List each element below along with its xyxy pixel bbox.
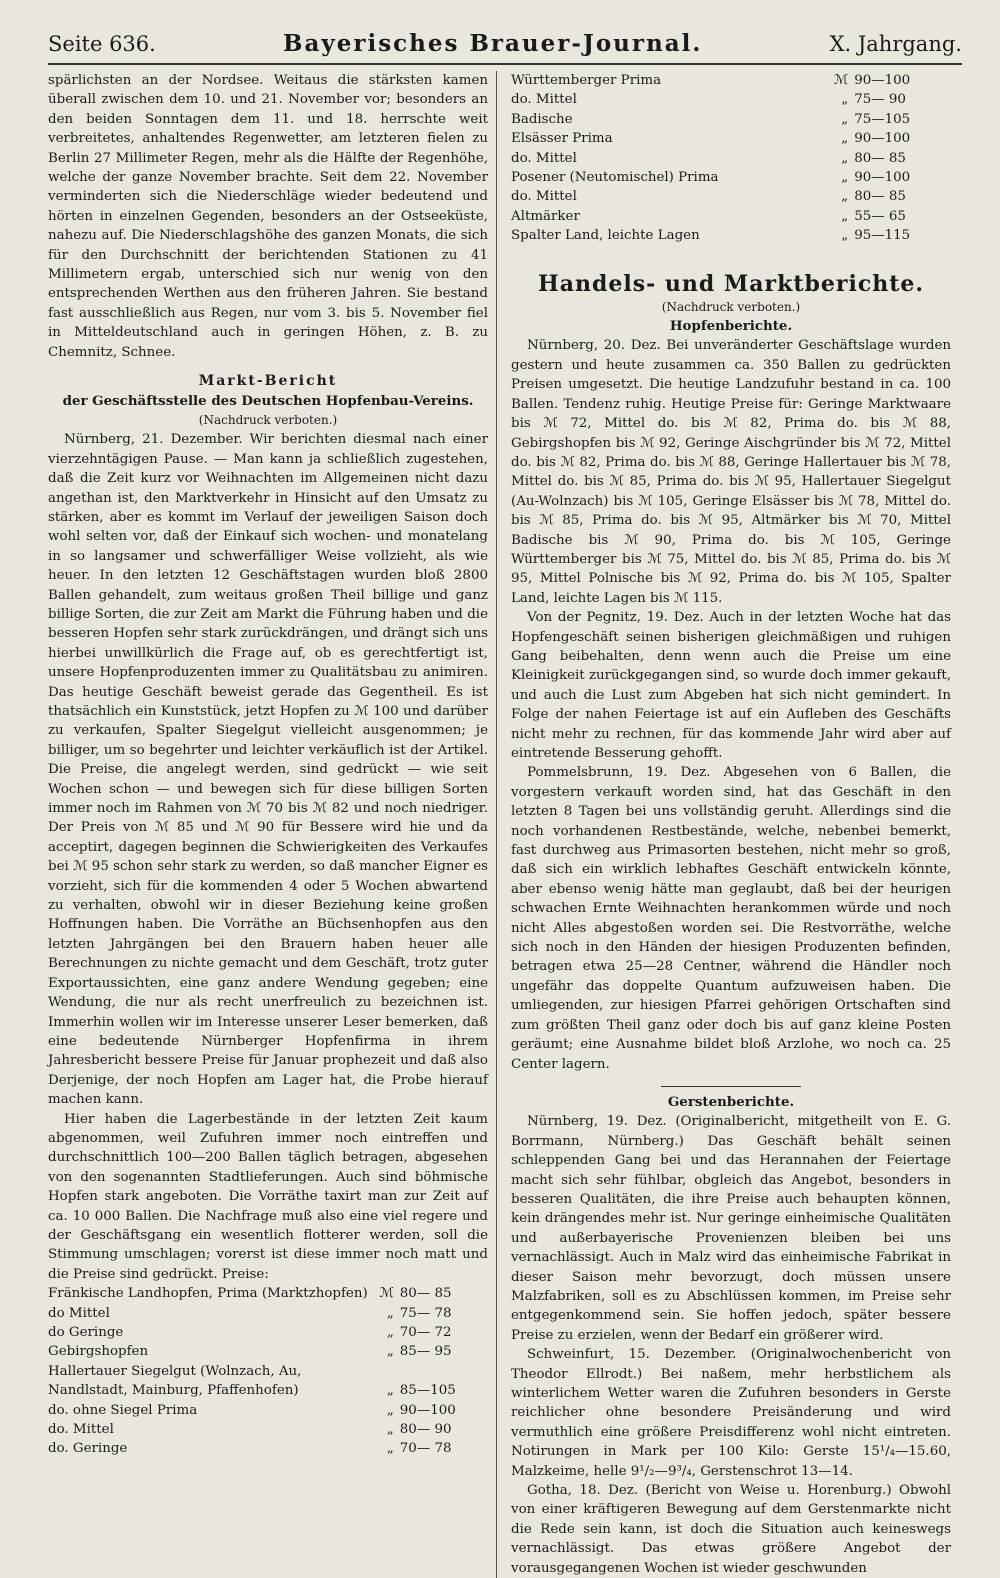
price-label: do. Mittel — [511, 150, 577, 166]
price-currency: „ — [386, 1383, 394, 1399]
price-row — [48, 1381, 488, 1400]
price-label: Altmärker — [511, 208, 580, 224]
price-currency: „ — [841, 189, 849, 205]
price-currency: „ — [841, 208, 849, 224]
price-row — [511, 168, 951, 187]
barley-report-schweinfurt: Schweinfurt, 15. Dezember. (Originalwochenbericht von Theodor Ellrodt.) Bei naßem, mehr herbstlichem als winterlichem Wetter waren die Zufuhren besonders in Gerste reichlicher ohne besondere Preisänderung und wird vermuthlich eine größere Preisdifferenz wohl nicht eintreten. Notirungen in Mark per 100 Kilo: Gerste 15¹/₄—15.60, Malzkeime, helle 9¹/₂—9³/₄, Gerstenschrot 13—14. — [511, 1347, 951, 1479]
price-row — [511, 207, 951, 226]
hop-reports-title: Hopfenberichte. — [669, 318, 793, 335]
price-row — [48, 1284, 488, 1303]
price-label: do. Mittel — [511, 92, 577, 108]
price-row — [511, 226, 951, 245]
price-currency: „ — [841, 150, 849, 166]
price-currency: „ — [386, 1441, 394, 1457]
barley-report-gotha: Gotha, 18. Dez. (Bericht von Weise u. Horenburg.) Obwohl von einer kräftigeren Bewegung auf dem Gerstenmarkte nicht die Rede sein kann, ist doch die Situation auch keineswegs vernachlässigt. Das etwas größere Angebot der vorausgegangenen Wochen ist wieder geschwunden — [511, 1483, 951, 1576]
price-label: Elsässer Prima — [511, 131, 613, 147]
price-label: Fränkische Landhopfen, Prima (Marktzhopfen) — [48, 1286, 368, 1302]
price-row — [48, 1323, 488, 1342]
price-value: 70— 72 — [399, 1325, 452, 1340]
price-row — [511, 71, 951, 90]
price-currency: ℳ — [833, 73, 849, 88]
price-currency — [368, 1362, 400, 1381]
volume-year: X. Jahrgang. — [829, 32, 962, 56]
hop-report-pommelsbrunn: Pommelsbrunn, 19. Dez. Abgesehen von 6 Ballen, die vorgestern verkauft worden sind, hat das Geschäft in den letzten 8 Tagen bei uns vollständig geruht. Allerdings sind die noch vorhandenen Restbestände, welche, nebenbei bemerkt, fast durchweg aus Primasorten bestehen, nicht mehr so groß, daß sich ein wirklich lebhaftes Geschäft entwickeln könnte, aber ebenso wenig hätte man geglaubt, daß bei der heurigen schwachen Ernte Weihnachten herankommen würde und noch nicht Alles abgestoßen worden sei. Die Restvorräthe, welche sich noch in den Händen der hiesigen Produzenten befinden, betragen etwa 25—28 Centner, während die Händler noch ungefähr das doppelte Quantum aufzuweisen haben. Die umliegenden, zur hiesigen Pfarrei gehörigen Ortschaften sind zum größten Theil ganz oder doch bis auf ganz kleine Posten geräumt; eine Ausnahme bildet bloß Arzlohe, wo noch ca. 25 Center lagern. — [511, 765, 951, 1072]
journal-title: Bayerisches Brauer-Journal. — [283, 30, 703, 57]
price-value: 90—100 — [854, 73, 911, 88]
price-value: 70— 78 — [399, 1441, 452, 1457]
market-report-subtitle: der Geschäftsstelle des Deutschen Hopfenbau-Vereins. — [62, 392, 474, 409]
price-value: 75— 90 — [854, 92, 906, 108]
price-label: Spalter Land, leichte Lagen — [511, 228, 700, 244]
price-row — [511, 129, 951, 148]
price-table — [48, 1284, 488, 1459]
price-currency: „ — [841, 228, 849, 244]
price-row — [511, 90, 951, 109]
barley-report-nuernberg: Nürnberg, 19. Dez. (Originalbericht, mitgetheilt von E. G. Borrmann, Nürnberg.) Das Geschäft behält seinen schleppenden Gang bei und das Herannahen der Feiertage macht sich sehr fühlbar, obgleich das Angebot, besonders in besseren Qualitäten, die ihre Preise auch behaupten können, kein drängendes mehr ist. Nur geringe einheimische Qualitäten und außerbayerische Provenienzen bleiben bei uns vernachlässigt. Auch in Malz wird das einheimische Fabrikat in dieser Saison mehr bevorzugt, doch müssen unsere Malzfabriken, soll es zu Abschlüssen kommen, im Preise sehr entgegenkommend sein. Sie hoffen jedoch, später bessere Preise zu erzielen, wenn der Bedarf ein größerer wird. — [511, 1114, 951, 1343]
price-currency: „ — [386, 1344, 394, 1360]
price-currency: „ — [386, 1402, 394, 1418]
left-column — [48, 71, 496, 1578]
price-row — [511, 149, 951, 168]
hop-report-pegnitz: Von der Pegnitz, 19. Dez. Auch in der letzten Woche hat das Hopfengeschäft seinen bisherigen gleichmäßigen und ruhigen Gang beibehalten, denn wenn auch die Preise um eine Kleinigkeit zurückgegangen sind, so wurde doch immer gekauft, und auch die Lust zum Abgeben hat sich nicht gemindert. In Folge der nahen Feiertage ist auf ein Aufleben des Geschäfts nicht mehr zu rechnen, für das kommende Jahr wird aber auf eintretende Besserung gehofft. — [511, 610, 951, 761]
price-row — [48, 1342, 488, 1361]
reprint-notice: (Nachdruck verboten.) — [661, 299, 801, 314]
price-row — [511, 187, 951, 206]
price-currency: „ — [386, 1422, 394, 1438]
price-label: Württemberger Prima — [511, 73, 662, 88]
price-row — [48, 1304, 488, 1323]
barley-reports-title: Gerstenberichte. — [667, 1093, 795, 1110]
price-value: 75—105 — [854, 111, 911, 127]
columns — [48, 71, 962, 1578]
price-currency: „ — [386, 1325, 394, 1340]
report-paragraph: Hier haben die Lagerbestände in der letzten Zeit kaum abgenommen, weil Zufuhren immer noch eintreffen und durchschnittlich 100—200 Ballen täglich betragen, abgesehen von den sogenannten Stadtlieferungen. Auch sind böhmische Hopfen stark angeboten. Die Vorräthe taxirt man zur Zeit auf ca. 10 000 Ballen. Die Nachfrage muß also eine viel regere und der Geschäftsgang ein wesentlich flotterer werden, soll die Stimmung umschlagen; vorerst ist diese immer noch matt und die Preise sind gedrückt. Preise: — [48, 1111, 488, 1282]
price-currency: „ — [841, 111, 849, 127]
price-label: do. Mittel — [511, 189, 577, 205]
reprint-notice: (Nachdruck verboten.) — [198, 412, 338, 427]
report-paragraph: Nürnberg, 21. Dezember. Wir berichten diesmal nach einer vierzehntägigen Pause. — Man kann ja schließlich zugestehen, daß die Zeit kurz vor Weihnachten im Allgemeinen nicht dazu angethan ist, den Marktverkehr in Hinsicht auf den Umsatz zu stärken, aber es kommt im Verlauf der jeweiligen Saison doch wohl selten vor, daß der Einkauf sich wochen- und monatelang in so langsamer und schwerfälliger Weise vollzieht, als wie heuer. In den letzten 12 Geschäftstagen wurden bloß 2800 Ballen gehandelt, zum weitaus großen Theil billige und ganz billige Sorten, die zur Zeit am Markt die Führung haben und die besseren Hopfen sehr stark zurückdrängen, und drängt sich uns hierbei unwillkürlich die Frage auf, ob es gerechtfertigt ist, unsere Hopfenproduzenten immer zu Qualitätsbau zu animiren. Das heutige Geschäft beweist gerade das Gegentheil. Es ist thatsächlich ein Kunststück, jetzt Hopfen zu ℳ 100 und darüber zu verkaufen, Spalter Siegelgut vielleicht ausgenommen; je billiger, um so begehrter und leichter verkäuflich ist der Artikel. Die Preise, die angelegt werden, sind gedrückt — wie seit Wochen schon — und bewegen sich für diese billigen Sorten immer noch im Rahmen von ℳ 70 bis ℳ 82 und noch niedriger. Der Preis von ℳ 85 und ℳ 90 für Bessere wird hie und da acceptirt, dagegen beginnen die Schwierigkeiten des Verkaufes bei ℳ 95 schon sehr stark zu werden, so daß mancher Eigner es vorzieht, sich für die kommenden 4 oder 5 Wochen abwartend zu verhalten, obwohl wir in dieser Beziehung keine großen Hoffnungen haben. Die Vorräthe an Büchsenhopfen aus den letzten Jahrgängen bei den Brauern haben heuer alle Berechnungen zu nichte gemacht und dem Geschäft, trotz guter Exportaussichten, eine ganz andere Wendung gegeben; eine Wendung, die nur als recht unerfreulich zu bezeichnen ist. Immerhin wollen wir im Interesse unserer Leser bemerken, daß eine bedeutende Nürnberger Hopfenfirma in ihrem Jahresbericht bessere Preise für Januar prophezeit und daß also Derjenige, der noch Hopfen am Lager hat, die Probe hierauf machen kann. — [48, 432, 488, 1108]
price-currency: „ — [841, 92, 849, 108]
divider — [661, 1086, 801, 1087]
price-label: Hallertauer Siegelgut (Wolnzach, Au, — [48, 1363, 302, 1379]
price-label: do. Mittel — [48, 1422, 114, 1438]
hop-report-nuernberg: Nürnberg, 20. Dez. Bei unveränderter Geschäftslage wurden gestern und heute zusammen ca. 350 Ballen zu gedrückten Preisen umgesetzt. Die heutige Landzufuhr bestand in ca. 100 Ballen. Tendenz ruhig. Heutige Preise für: Geringe Marktwaare bis ℳ 72, Mittel do. bis ℳ 82, Prima do. bis ℳ 88, Gebirgshopfen bis ℳ 92, Geringe Aischgründer bis ℳ 72, Mittel do. bis ℳ 82, Prima do. bis ℳ 88, Geringe Hallertauer bis ℳ 78, Mittel do. bis ℳ 85, Prima do. bis ℳ 95, Hallertauer Siegelgut (Au-Wolnzach) bis ℳ 105, Geringe Elsässer bis ℳ 78, Mittel do. bis ℳ 85, Prima do. bis ℳ 95, Altmärker bis ℳ 70, Mittel Badische bis ℳ 90, Prima do. bis ℳ 105, Geringe Württemberger bis ℳ 75, Mittel do. bis ℳ 85, Prima do. bis ℳ 95, Mittel Polnische bis ℳ 92, Prima do. bis ℳ 105, Spalter Land, leichte Lagen bis ℳ 115. — [511, 338, 951, 606]
price-label: Posener (Neutomischel) Prima — [511, 170, 719, 186]
price-label: do. ohne Siegel Prima — [48, 1402, 198, 1418]
price-value — [400, 1362, 488, 1381]
price-row — [48, 1439, 488, 1458]
page-header — [48, 30, 962, 65]
price-currency: „ — [386, 1305, 394, 1321]
price-table — [511, 71, 951, 246]
price-label: do. Geringe — [48, 1441, 128, 1457]
price-currency: „ — [841, 170, 849, 186]
price-label: Badische — [511, 111, 573, 127]
price-row — [48, 1362, 488, 1381]
price-label: Gebirgshopfen — [48, 1344, 149, 1360]
price-row — [48, 1401, 488, 1420]
trade-reports-title: Handels- und Marktberichte. — [537, 270, 925, 297]
price-value: 80— 85 — [399, 1286, 452, 1302]
market-report-title: Markt-Bericht — [198, 373, 338, 390]
price-value: 55— 65 — [854, 208, 906, 224]
price-value: 90—100 — [854, 131, 911, 147]
price-value: 90—100 — [399, 1402, 456, 1418]
price-value: 85— 95 — [399, 1344, 452, 1360]
price-value: 80— 85 — [854, 189, 906, 205]
price-value: 95—115 — [854, 228, 911, 244]
right-column — [496, 71, 951, 1578]
price-value: 85—105 — [399, 1383, 456, 1399]
price-label: Nandlstadt, Mainburg, Pfaffenhofen) — [48, 1383, 299, 1399]
price-value: 90—100 — [854, 170, 911, 186]
price-row — [48, 1420, 488, 1439]
price-currency: „ — [841, 131, 849, 147]
price-currency: ℳ — [379, 1286, 394, 1302]
weather-paragraph: spärlichsten an der Nordsee. Weitaus die stärksten kamen überall zwischen dem 10. und 21. November vor; besonders an den beiden Sonntagen dem 11. und 18. herrschte weit verbreitetes, anhaltendes Regenwetter, am letzteren fielen zu Berlin 27 Millimeter Regen, mehr als die Hälfte der Regenhöhe, welche der ganze November brachte. Seit dem 22. November verminderten sich die Niederschläge wieder bedeutend und hörten in einzelnen Gegenden, besonders an der Ostseeküste, nahezu auf. Die Niederschlagshöhe des ganzen Monats, die sich für den Durchschnitt der berichtenden Stationen zu 41 Millimetern ergab, unterschied sich nur wenig von den entsprechenden Werthen aus den früheren Jahren. Sie bestand fast ausschließlich aus Regen, nur vom 3. bis 5. November fiel in Mitteldeutschland auch in geringen Höhen, z. B. zu Chemnitz, Schnee. — [48, 73, 488, 360]
price-value: 80— 90 — [399, 1422, 452, 1438]
price-value: 75— 78 — [399, 1305, 452, 1321]
page-number: Seite 636. — [48, 32, 156, 56]
price-value: 80— 85 — [854, 150, 906, 166]
price-row — [511, 110, 951, 129]
price-label: do Mittel — [48, 1305, 110, 1321]
price-label: do Geringe — [48, 1325, 124, 1340]
